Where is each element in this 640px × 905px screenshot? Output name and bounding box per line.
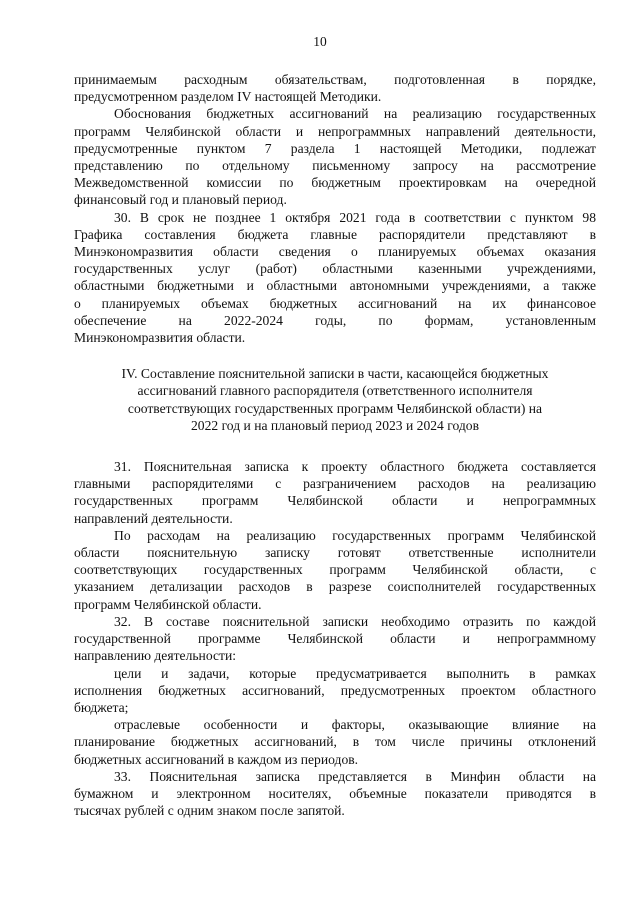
heading-line: 2022 год и на плановый период 2023 и 2024 годов (190, 417, 480, 433)
heading-line: ассигнований главного распорядителя (ответственного исполнителя (137, 383, 533, 399)
text-line: Обоснования бюджетных ассигнований на реализацию государственных (114, 106, 596, 122)
text-line: 33. Пояснительная записка представляется в Минфин области на (114, 768, 596, 784)
text-line: области пояснительную записку готовят ответственные исполнители (74, 545, 596, 561)
heading-line: соответствующих государственных программ Челябинской области) на (127, 400, 543, 416)
text-line: предусмотренные пунктом 7 раздела 1 настоящей Методики, подлежат (74, 140, 596, 156)
text-line: 32. В составе пояснительной записки необходимо отразить по каждой (114, 613, 596, 629)
text-line: направлению деятельности: (74, 648, 236, 664)
text-line: 30. В срок не позднее 1 октября 2021 года в соответствии с пунктом 98 (114, 209, 596, 225)
text-line: государственных программ Челябинской области и непрограммных (74, 493, 596, 509)
page-number: 10 (313, 34, 327, 49)
text-line: исполнения бюджетных ассигнований, предусмотренных проектом областного (74, 682, 596, 698)
text-line: 31. Пояснительная записка к проекту областного бюджета составляется (114, 459, 596, 475)
document-body (74, 71, 596, 819)
text-line: обеспечение на 2022-2024 годы, по формам, установленным (74, 312, 596, 328)
text-line: указанием детализации расходов в разрезе соисполнителей государственных (74, 579, 596, 595)
text-line: государственных услуг (работ) областными казенными учреждениями, (74, 261, 596, 277)
text-line: областными бюджетными и областными автономными учреждениями, а также (74, 278, 596, 294)
text-line: отраслевые особенности и факторы, оказывающие влияние на (114, 717, 596, 733)
text-line: планирование бюджетных ассигнований, в том числе причины отклонений (74, 734, 596, 750)
text-line: направлений деятельности. (74, 510, 233, 526)
text-line: программ Челябинской области. (74, 596, 262, 612)
paragraph-features (74, 716, 596, 768)
text-line: о планируемых объемах бюджетных ассигнований на их финансовое (74, 295, 596, 311)
text-line: государственной программе Челябинской области и непрограммному (74, 631, 596, 647)
paragraph-item-30 (74, 209, 596, 347)
paragraph-item-31 (74, 458, 596, 527)
text-line: цели и задачи, которые предусматривается выполнить в рамках (114, 665, 596, 681)
heading-line: IV. Составление пояснительной записки в части, касающейся бюджетных (121, 366, 549, 382)
text-line: принимаемым расходным обязательствам, подготовленная в порядке, (74, 72, 596, 87)
paragraph-continuation (74, 71, 596, 105)
spacer (74, 346, 596, 365)
paragraph-item-33 (74, 768, 596, 820)
text-line: Минэкономразвития области сведения о планируемых объемах оказания (74, 244, 596, 260)
text-line: главными распорядителями с разграничением расходов на реализацию (74, 476, 596, 492)
text-line: Графика составления бюджета главные распорядители представляют в (74, 226, 596, 242)
text-line: бюджетных ассигнований в каждом из периодов. (74, 751, 359, 767)
paragraph-justifications (74, 105, 596, 208)
text-line: бумажном и электронном носителях, объемные показатели приводятся в (74, 785, 596, 801)
section-heading (74, 365, 596, 434)
paragraph-goals (74, 665, 596, 717)
text-line: программ Челябинской области и непрограммных направлений деятельности, (74, 123, 596, 139)
text-line: предусмотренном разделом IV настоящей Методики. (74, 89, 382, 105)
text-line: По расходам на реализацию государственных программ Челябинской (114, 527, 596, 543)
paragraph-expenses (74, 527, 596, 613)
paragraph-item-32 (74, 613, 596, 665)
text-line: бюджета; (74, 699, 129, 715)
text-line: представлению по отдельному письменному запросу на рассмотрение (74, 158, 596, 174)
text-line: финансовый год и плановый период. (74, 192, 287, 208)
text-line: тысячах рублей с одним знаком после запятой. (74, 803, 345, 819)
text-line: соответствующих государственных программ Челябинской области, с (74, 562, 596, 578)
text-line: Минэкономразвития области. (74, 330, 246, 346)
spacer (74, 434, 596, 458)
text-line: Межведомственной комиссии по бюджетным проектировкам на очередной (74, 175, 596, 191)
